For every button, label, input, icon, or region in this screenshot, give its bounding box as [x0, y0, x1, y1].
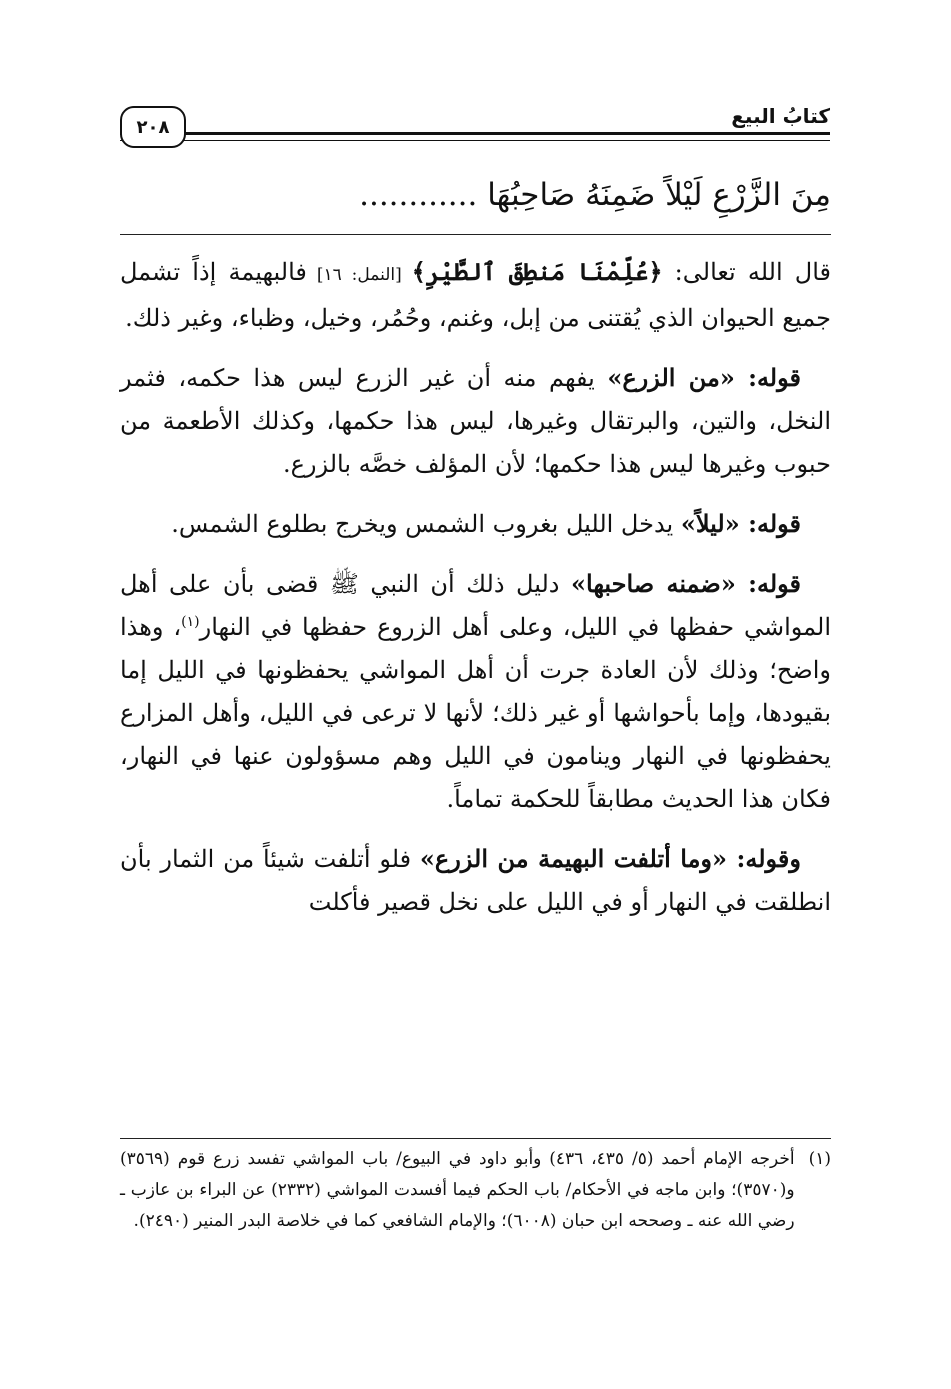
paragraph-2-text: يفهم منه أن غير الزرع ليس هذا حكمه، فثمر النخل، والتين، والبرتقال وغيرها، ليس هذا حكمها، وكذلك الأطعمة من حبوب وغيرها ليس هذا حكمها؛ لأن المؤلف خصَّه بالزرع. [120, 364, 831, 478]
paragraph-1-intro: قال الله تعالى: [662, 258, 832, 286]
page-number: ٢٠٨ [120, 106, 186, 148]
paragraph-4-label: قوله: [735, 569, 802, 598]
paragraph-2 [120, 356, 831, 486]
paragraph-3-label: قوله: [739, 509, 801, 538]
commentary-body [120, 250, 831, 940]
paragraph-3-text: يدخل الليل بغروب الشمس ويخرج بطلوع الشمس. [171, 510, 681, 538]
header-rule-thin [120, 140, 830, 141]
header-rule-thick [120, 132, 830, 135]
paragraph-1 [120, 250, 831, 340]
paragraph-3 [120, 502, 831, 546]
footnote [120, 1144, 831, 1237]
verse-reference: [النمل: ١٦] [306, 265, 412, 285]
footnote-marker: (١) [808, 1149, 831, 1169]
footnote-text: أخرجه الإمام أحمد (٥/ ٤٣٥، ٤٣٦) وأبو داود في البيوع/ باب المواشي تفسد زرع قوم (٣٥٦٩) و(٣٥٧٠)؛ وابن ماجه في الأحكام/ باب الحكم فيما أفسدت المواشي (٢٣٣٢) عن البراء بن عازب ـ رضي الله عنه ـ وصححه ابن حبان (٦٠٠٨)؛ والإمام الشافعي كما في خلاصة البدر المنير (٢٤٩٠). [120, 1149, 795, 1231]
paragraph-4-text-b: ، وهذا واضح؛ وذلك لأن العادة جرت أن أهل المواشي يحفظونها في الليل إما بقيودها، وإما بأحواشها أو غير ذلك؛ لأنها لا ترعى في الليل، وأهل المزارع يحفظونها في النهار وينامون في الليل وهم مسؤولون عنها في النهار، فكان هذا الحديث مطابقاً للحكمة تماماً. [120, 613, 831, 813]
paragraph-3-quote: «ليلاً» [680, 509, 740, 538]
quran-verse: ﴿عُلِّمْنَا مَنطِقَ ٱلطَّيْرِ﴾ [411, 257, 663, 286]
paragraph-2-quote: «من الزرع» [607, 363, 735, 392]
footnote-divider [120, 1138, 831, 1139]
running-header [120, 100, 830, 156]
paragraph-5-label: وقوله: [727, 844, 801, 873]
paragraph-4 [120, 562, 831, 821]
paragraph-4-text-a: دليل ذلك أن النبي ﷺ قضى بأن على أهل المواشي حفظها في الليل، وعلى أهل الزروع حفظها في النهار [120, 570, 832, 641]
paragraph-5 [120, 837, 831, 924]
footnote-reference[interactable]: (١) [181, 614, 200, 630]
paragraph-1-text: فالبهيمة إذاً تشمل جميع الحيوان الذي يُقتنى من إبل، وغنم، وحُمُر، وخيل، وظباء، وغير ذلك. [120, 258, 831, 332]
paragraph-5-text: فلو أتلفت شيئاً من الثمار بأن انطلقت في النهار أو في الليل على نخل قصير فأكلت [120, 845, 831, 916]
matn-divider [120, 234, 831, 235]
book-title: كتابُ البيع [731, 104, 830, 128]
matn-text: مِنَ الزَّرْعِ لَيْلاً ضَمِنَهُ صَاحِبُهَا ............ [359, 177, 831, 213]
paragraph-2-label: قوله: [734, 363, 801, 392]
paragraph-5-quote: «وما أتلفت البهيمة من الزرع» [419, 844, 728, 873]
paragraph-4-quote: «ضمنه صاحبها» [571, 569, 736, 598]
